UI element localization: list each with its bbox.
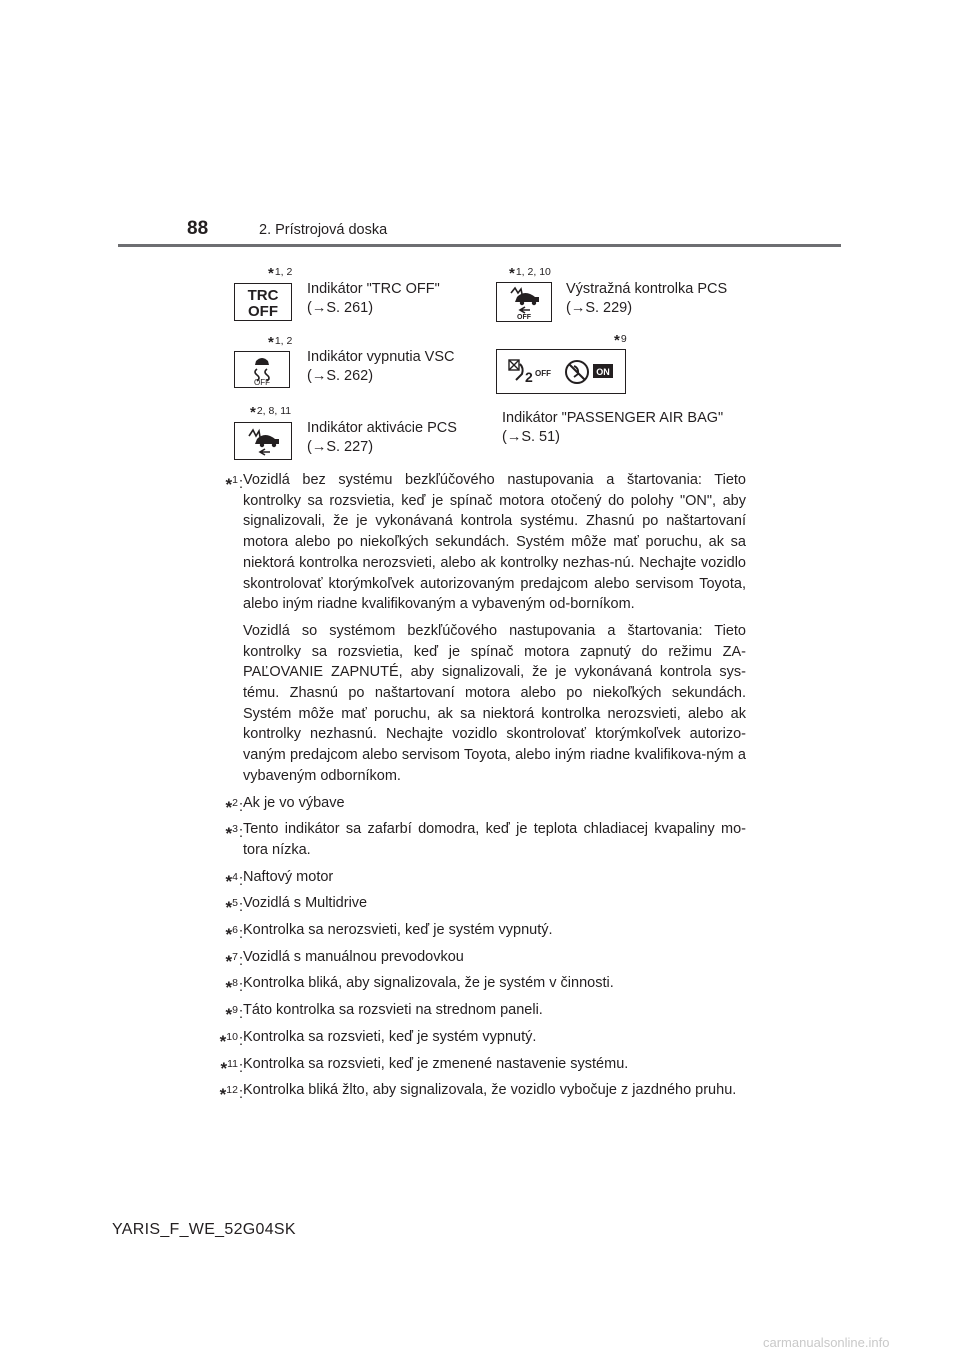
indicator-name: Indikátor aktivácie PCS (307, 420, 457, 436)
footnote-marker: *$^5$: (225, 897, 243, 918)
svg-text:ON: ON (596, 367, 610, 377)
trc-off-icon (234, 283, 292, 321)
footnote-text: Vozidlá s Multidrive (243, 895, 368, 912)
footnote (206, 1000, 746, 1025)
indicator-page-ref: (→S. 51) (502, 429, 561, 445)
svg-text:TRC: TRC (247, 287, 279, 304)
footnote-text: Vozidlá bez systému bezkľúčového nastupovania a štartovania: Tieto kontrolky sa rozsvietia, keď je spínač motora otočený do polohy "ON", aby signalizovali, že je vykonávaná kontrola systému. Zhasnú po naštartovaní motora alebo po niekoľkých sekundách. Systém môže mať poruchu, ak sa niektorá kontrolka nerozsvieti, alebo ak kontrolky nezhas-nú. Nechajte vozidlo skontrolovať ktorýmkoľvek autorizovaným predajcom alebo servisom Toyota, alebo iným riadne kvalifikovaným a vybaveným od-borníkom. (243, 472, 746, 613)
footnote-marker: *$^7$: (225, 950, 243, 971)
footnote (206, 793, 746, 817)
footnote (206, 867, 746, 891)
indicator-footnote-ref: *2, 8, 11 (250, 404, 292, 421)
indicator-label (502, 409, 723, 447)
footnote-text: Kontrolka bliká, aby signalizovala, že je systém v činnosti. (243, 975, 614, 992)
footnote-text: Tento indikátor sa zafarbí domodra, keď je teplota chladiacej kvapaliny mo-tora nízka. (243, 821, 746, 858)
footnote-text: Kontrolka sa rozsvieti, keď je zmenené nastavenie systému. (243, 1055, 629, 1072)
header-rule (118, 244, 841, 247)
vsc-off-icon (234, 351, 290, 388)
watermark: carmanualsonline.info (763, 1335, 890, 1350)
indicator-label (566, 280, 727, 318)
footnote-marker: *$^{12}$: (219, 1084, 243, 1105)
footnote-text: Kontrolka sa rozsvieti, keď je systém vypnutý. (243, 1028, 537, 1045)
footnote-text: Vozidlá so systémom bezkľúčového nastupovania a štartovania: Tieto kontrolky sa rozsvietia, keď je spínač motora zapnutý do režimu ZA-PAĽOVANIE ZAPNUTÉ, aby signalizovali, že je vykonávaná kontrola sys-tému. Zhasnú po naštartovaní motora alebo po niekoľkých sekundách. Systém môže mať poruchu, ak sa niektorá kontrolka nerozsvieti, alebo ak kontrolky nezhasnú. Nechajte vozidlo skontrolovať ktorýmkoľvek autorizo-vaným predajcom alebo servisom Toyota, alebo iným riadne kvalifikova-ným a vybaveným odborníkom. (243, 622, 746, 784)
footnote (206, 920, 746, 945)
footnote (206, 893, 746, 918)
indicator-footnote-ref: *9 (614, 332, 627, 349)
footnote-text: Kontrolka sa nerozsvieti, keď je systém vypnutý. (243, 922, 553, 939)
footnote (206, 1027, 746, 1051)
indicator-footnote-ref: *1, 2 (268, 265, 293, 282)
footnote-marker: *$^9$: (225, 1004, 243, 1025)
svg-text:OFF: OFF (248, 303, 278, 320)
document-code: YARIS_F_WE_52G04SK (112, 1221, 296, 1238)
pcs-warning-icon (496, 282, 552, 322)
footnote (206, 973, 746, 998)
svg-text:OFF: OFF (517, 314, 531, 321)
footnote (206, 947, 746, 971)
indicator-label (307, 419, 457, 457)
passenger-airbag-icon (496, 349, 626, 394)
footnote-text: Kontrolka bliká žlto, aby signalizovala, že vozidlo vybočuje z jazdného pruhu. (243, 1082, 737, 1099)
svg-text:2: 2 (525, 369, 533, 385)
svg-text:OFF: OFF (254, 378, 270, 387)
indicator-label (307, 280, 440, 318)
indicator-footnote-ref: *1, 2 (268, 334, 293, 351)
footnote-marker: *$^{10}$: (219, 1030, 243, 1051)
footnote-marker: *$^8$: (225, 977, 243, 998)
section-title: 2. Prístrojová doska (259, 222, 388, 238)
indicator-name: Výstražná kontrolka PCS (566, 281, 728, 297)
footnote (206, 819, 746, 860)
page-number: 88 (187, 218, 209, 239)
indicator-name: Indikátor "TRC OFF" (307, 281, 440, 297)
footnotes (206, 470, 746, 1107)
footnote-text: Ak je vo výbave (243, 794, 345, 811)
footnote-marker: *$^2$: (225, 796, 243, 817)
svg-text:OFF: OFF (535, 369, 551, 378)
footnote-text: Táto kontrolka sa rozsvieti na strednom paneli. (243, 1002, 543, 1019)
indicator-page-ref: (→S. 229) (566, 300, 633, 316)
footnote-marker: *$^4$: (225, 870, 243, 891)
indicator-page-ref: (→S. 262) (307, 368, 374, 384)
footnote-text: Naftový motor (243, 868, 334, 885)
footnote-marker: *$^{11}$: (220, 1057, 243, 1078)
footnote-marker: *$^1$: (225, 474, 243, 494)
footnote-marker: *$^6$: (225, 924, 243, 945)
pcs-activation-icon (234, 422, 292, 460)
indicator-name: Indikátor "PASSENGER AIR BAG" (502, 410, 724, 426)
indicator-footnote-ref: *1, 2, 10 (509, 265, 551, 282)
indicator-page-ref: (→S. 261) (307, 300, 374, 316)
footnote-marker: *$^3$: (225, 823, 243, 844)
indicator-label (307, 348, 455, 386)
footnote (206, 470, 746, 787)
footnote-text: Vozidlá s manuálnou prevodovkou (243, 948, 464, 965)
indicator-name: Indikátor vypnutia VSC (307, 349, 455, 365)
indicator-page-ref: (→S. 227) (307, 439, 374, 455)
page-header (0, 0, 960, 250)
footnote (206, 1080, 746, 1105)
footnote (206, 1054, 746, 1078)
